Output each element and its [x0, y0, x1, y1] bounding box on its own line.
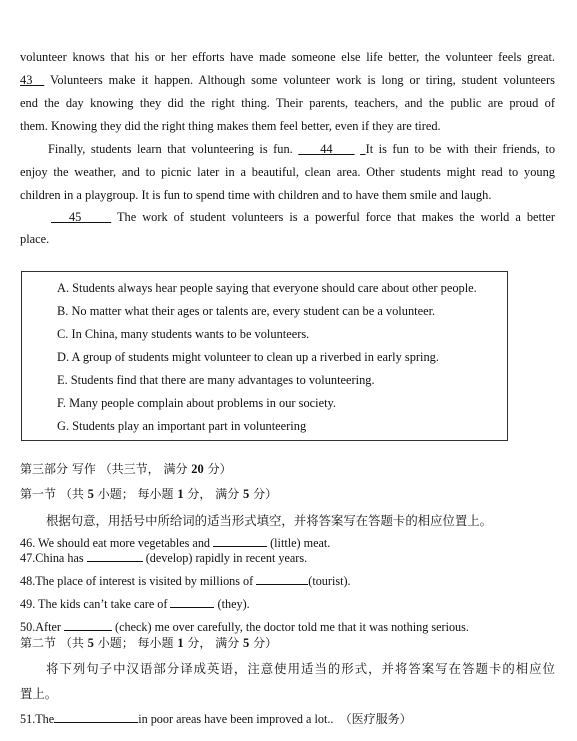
passage-line: end the day knowing they did the right thing. Their parents, teachers, and the public are proud of	[20, 96, 555, 110]
answer-blank[interactable]	[256, 573, 308, 585]
passage-line: enjoy the weather, and to picnic later in a beautiful, clean area. Other students might read to young	[20, 165, 555, 179]
option-c: C. In China, many students wants to be volunteers.	[57, 327, 310, 341]
passage-text: The work of student volunteers is a powerful force that makes the world a better	[116, 210, 556, 224]
section2-instructions: 将下列句子中汉语部分译成英语，注意使用适当的形式，并将答案写在答题卡的相应位	[46, 661, 555, 676]
section1-title: 第一节 （共 5 小题； 每小题 1 分， 满分 5 分）	[20, 487, 278, 501]
passage-line: place.	[20, 232, 50, 246]
option-e: E. Students find that there are many advantages to volunteering.	[57, 373, 375, 387]
option-g: G. Students play an important part in volunteering	[57, 419, 307, 433]
section2-title: 第二节 （共 5 小题； 每小题 1 分， 满分 5 分）	[20, 636, 278, 650]
question-49: 49. The kids can’t take care of (they).	[20, 597, 250, 611]
question-50: 50.After (check) me over carefully, the doctor told me that it was nothing serious.	[20, 620, 469, 634]
passage-text: Volunteers make it happen. Although some volunteer work is long or tiring, student volunteers	[49, 73, 555, 87]
answer-blank[interactable]	[87, 550, 143, 562]
passage-text: Finally, students learn that volunteering is fun.	[48, 142, 293, 156]
question-48: 48.The place of interest is visited by millions of (tourist).	[20, 574, 351, 588]
passage-line	[48, 142, 555, 157]
section1-instructions: 根据句意，用括号中所给词的适当形式填空，并将答案写在答题卡的相应位置上。	[46, 513, 493, 528]
option-b: B. No matter what their ages or talents are, every student can be a volunteer.	[57, 304, 436, 318]
answer-blank[interactable]	[213, 535, 267, 547]
passage-line: them. Knowing they did the right thing makes them feel better, even if they are tired.	[20, 119, 441, 133]
blank-45: 45	[68, 210, 82, 224]
passage-text: It is fun to be with their friends, to	[365, 142, 556, 156]
option-d: D. A group of students might volunteer to clean up a riverbed in early spring.	[57, 350, 439, 364]
section2-instructions: 置上。	[20, 686, 58, 701]
question-51: 51.The in poor areas have been improved a lot.. （医疗服务）	[20, 712, 412, 726]
answer-blank[interactable]	[54, 711, 138, 723]
options-box	[21, 271, 508, 441]
blank-43: 43	[20, 73, 33, 87]
answer-blank[interactable]	[64, 619, 112, 631]
option-a: A. Students always hear people saying that everyone should care about other people.	[57, 281, 477, 295]
question-46: 46. We should eat more vegetables and (little) meat.	[20, 536, 331, 550]
passage-line: volunteer knows that his or her efforts have made someone else life better, the volunteer feels great.	[20, 50, 555, 64]
passage-line	[20, 73, 555, 88]
part3-title: 第三部分 写作 （共三节， 满分 20 分）	[20, 462, 232, 476]
answer-blank[interactable]	[170, 596, 214, 608]
passage-line: children in a playgroup. It is fun to spend time with children and to have them smile and laugh.	[20, 188, 492, 202]
passage-line	[51, 210, 555, 225]
blank-44: 44	[320, 142, 333, 156]
question-47: 47.China has (develop) rapidly in recent years.	[20, 551, 308, 565]
option-f: F. Many people complain about problems in our society.	[57, 396, 337, 410]
